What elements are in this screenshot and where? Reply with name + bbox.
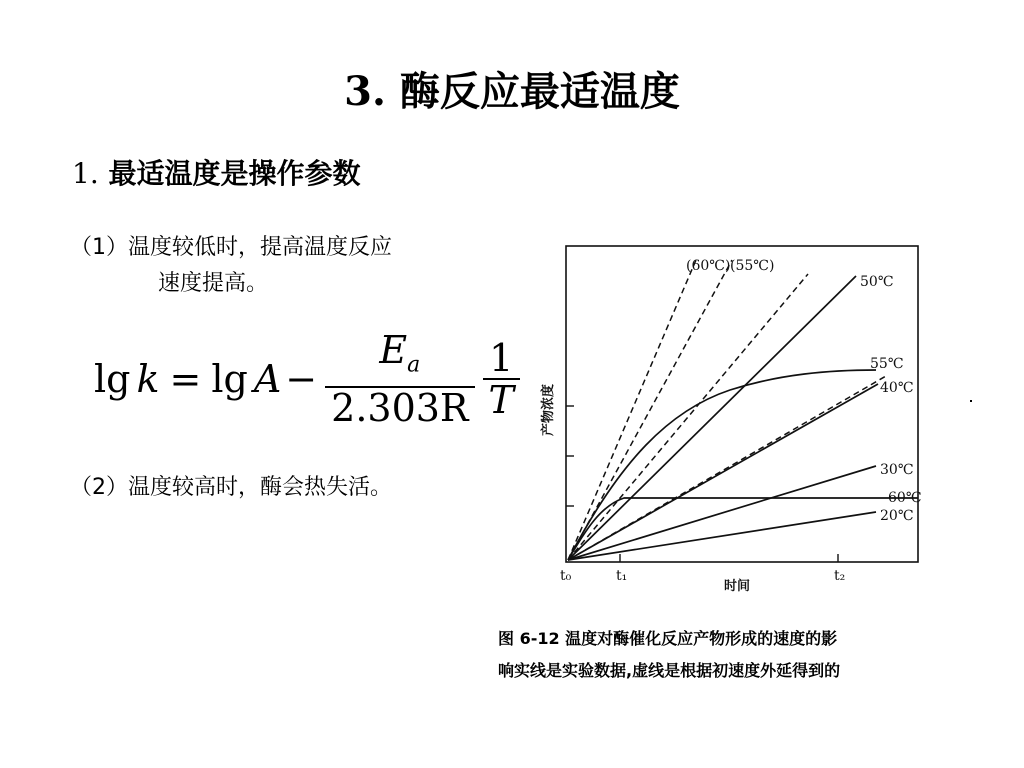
curve-55c <box>568 370 876 560</box>
section-number: 1. <box>72 157 99 190</box>
point-high-temperature: （2）温度较高时，酶会热失活。 <box>70 475 392 500</box>
formula-one: 1 <box>489 335 514 380</box>
tick-t0: t₀ <box>560 568 572 584</box>
formula-denominator: 2.303R <box>331 385 469 430</box>
curve-40c <box>568 384 878 560</box>
figure-caption-line-1: 图 6-12 温度对酶催化反应产物形成的速度的影 <box>498 629 838 648</box>
formula-a: A <box>253 356 282 401</box>
arrhenius-formula <box>94 330 524 428</box>
tick-t2: t₂ <box>834 568 846 584</box>
formula-t: T <box>488 377 514 422</box>
label-55c: 55℃ <box>870 356 904 372</box>
y-axis-label: 产物浓度 <box>541 383 556 436</box>
label-60c-top: (60℃) <box>686 258 731 274</box>
tick-t1: t₁ <box>616 568 628 584</box>
point-1-line-2: 速度提高。 <box>158 271 269 296</box>
label-50c: 50℃ <box>860 274 894 290</box>
formula-ea-subscript: a <box>407 352 421 378</box>
label-60c: 60℃ <box>888 490 922 506</box>
formula-minus: − <box>285 356 318 401</box>
formula-fraction-ea <box>325 330 474 428</box>
section-heading-text: 最适温度是操作参数 <box>108 157 361 190</box>
label-55c-top: (55℃) <box>730 258 775 274</box>
dashed-line-60c <box>568 260 696 560</box>
temperature-product-figure <box>500 240 980 690</box>
slide-title: 3. 酶反应最适温度 <box>344 68 680 115</box>
formula-k: k <box>136 356 160 401</box>
dashed-line-50c <box>568 274 808 560</box>
curve-30c <box>568 466 876 560</box>
label-30c: 30℃ <box>880 462 914 478</box>
figure-caption-line-2: 响实线是实验数据,虚线是根据初速度外延得到的 <box>498 661 841 680</box>
label-20c: 20℃ <box>880 508 914 524</box>
formula-lg-2: lg <box>211 356 248 401</box>
label-40c: 40℃ <box>880 380 914 396</box>
curve-20c <box>568 512 876 560</box>
plot-frame <box>566 246 918 562</box>
section-heading <box>72 152 360 192</box>
formula-ea: $E_a$ <box>379 328 421 378</box>
x-axis-label: 时间 <box>724 579 751 594</box>
point-1-line-1: （1）温度较低时，提高温度反应 <box>70 235 392 260</box>
formula-lg: lg <box>94 356 131 401</box>
formula-equals: = <box>169 356 202 401</box>
point-low-temperature <box>70 230 510 302</box>
